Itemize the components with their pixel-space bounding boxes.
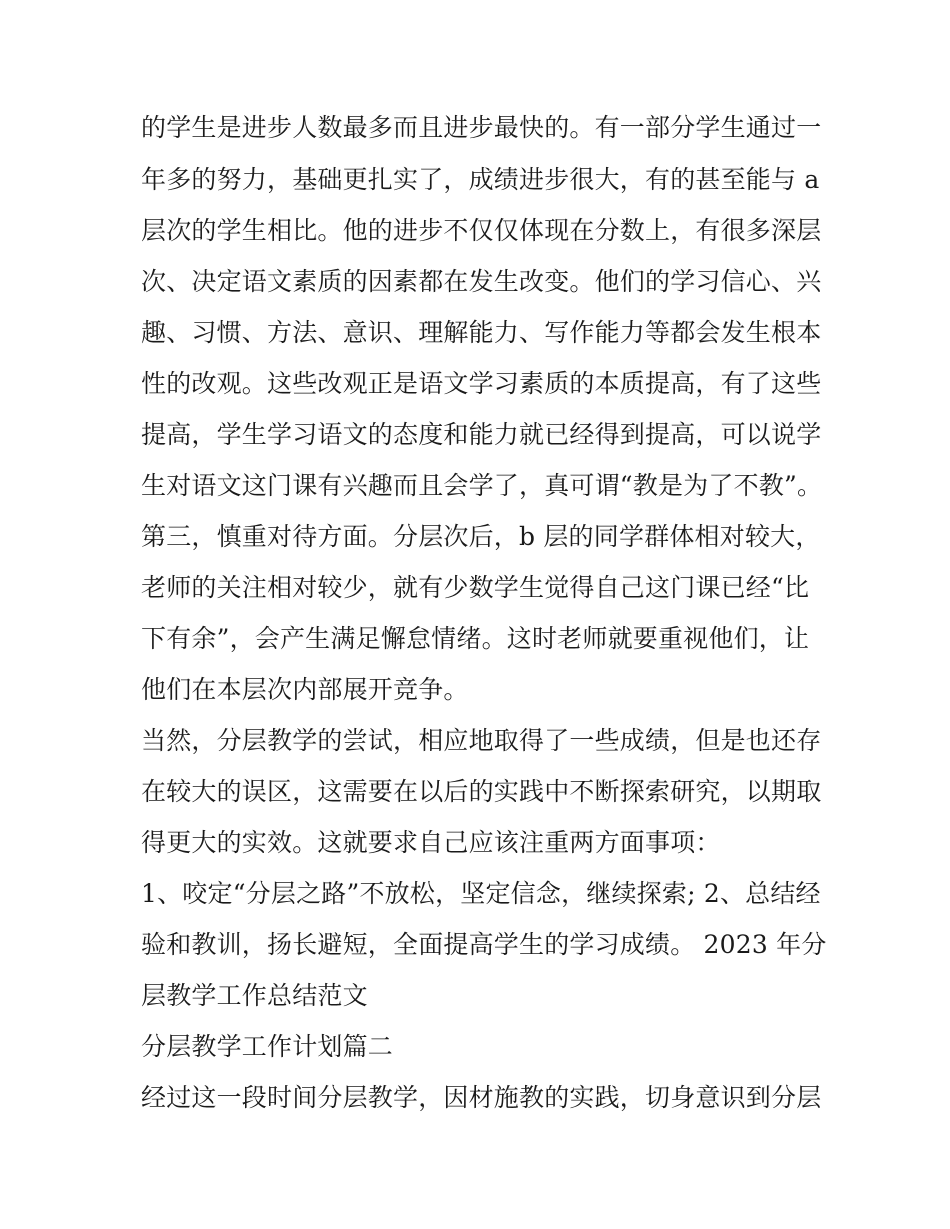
text-line: 经过这一段时间分层教学，因材施教的实践，切身意识到分层 xyxy=(141,1083,822,1112)
text-line: 当然，分层教学的尝试，相应地取得了一些成绩，但是也还存 xyxy=(141,726,822,755)
text-line: 他们在本层次内部展开竞争。 xyxy=(141,675,469,704)
text-line: 趣、习惯、方法、意识、理解能力、写作能力等都会发生根本 xyxy=(141,318,822,347)
text-line: 老师的关注相对较少，就有少数学生觉得自己这门课已经“比 xyxy=(141,573,810,602)
text-line: 第三，慎重对待方面。分层次后，b 层的同学群体相对较大， xyxy=(141,522,821,551)
section-heading: 分层教学工作计划篇二 xyxy=(141,1032,394,1061)
text-line: 性的改观。这些改观正是语文学习素质的本质提高，有了这些 xyxy=(141,369,822,398)
text-line: 得更大的实效。这就要求自己应该注重两方面事项： xyxy=(141,828,721,857)
text-line: 年多的努力，基础更扎实了，成绩进步很大，有的甚至能与 a xyxy=(141,165,820,194)
text-line: 的学生是进步人数最多而且进步最快的。有一部分学生通过一 xyxy=(141,113,822,142)
text-line: 生对语文这门课有兴趣而且会学了，真可谓“教是为了不教”。 xyxy=(141,471,823,500)
text-line: 1、咬定“分层之路”不放松，坚定信念，继续探索; 2、总结经 xyxy=(141,879,821,908)
text-line: 下有余”，会产生满足懈怠情绪。这时老师就要重视他们，让 xyxy=(141,624,810,653)
text-line: 次、决定语文素质的因素都在发生改变。他们的学习信心、兴 xyxy=(141,267,822,296)
text-line: 验和教训，扬长避短，全面提高学生的学习成绩。 2023 年分 xyxy=(141,930,827,959)
text-line: 在较大的误区，这需要在以后的实践中不断探索研究，以期取 xyxy=(141,777,822,806)
text-line: 提高，学生学习语文的态度和能力就已经得到提高，可以说学 xyxy=(141,420,822,449)
text-line: 层教学工作总结范文 xyxy=(141,981,368,1010)
text-line: 层次的学生相比。他的进步不仅仅体现在分数上，有很多深层 xyxy=(141,216,822,245)
